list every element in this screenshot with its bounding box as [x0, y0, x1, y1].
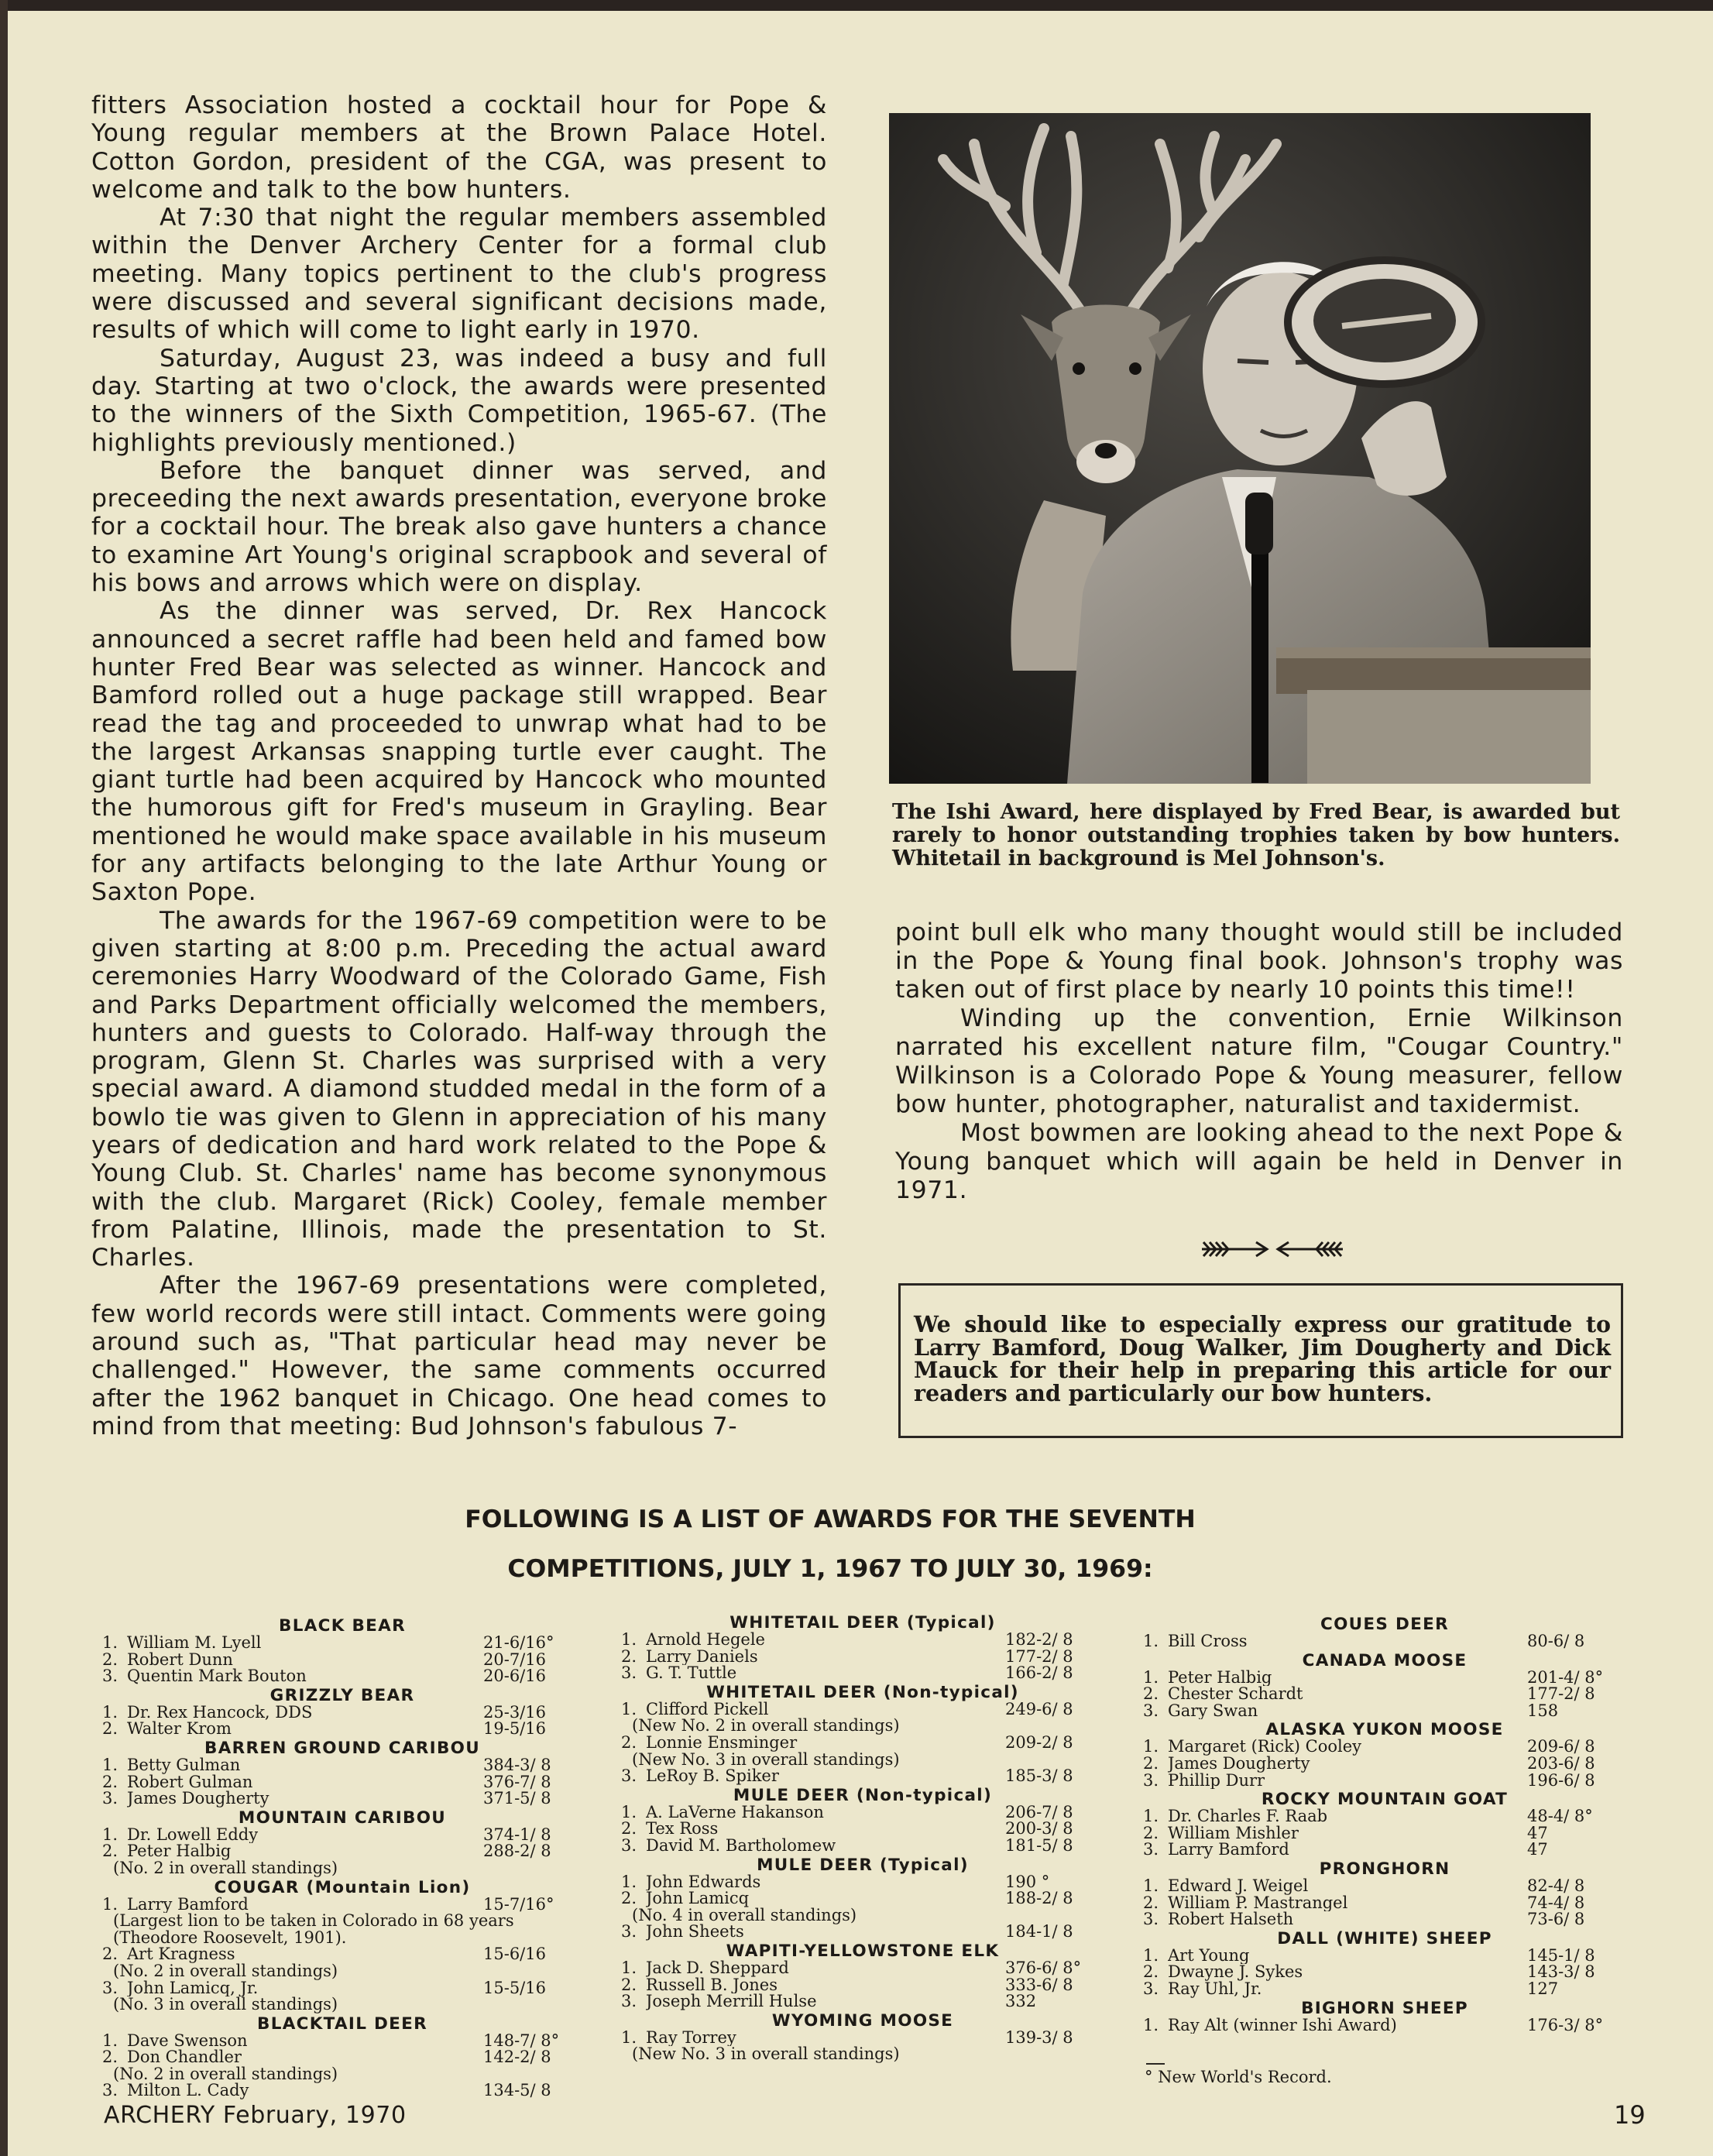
awards-column-3 — [1143, 1614, 1626, 2034]
award-rank: 1. — [102, 1894, 118, 1914]
article-right-column — [895, 918, 1623, 1205]
award-note: (New No. 2 in overall standings) — [632, 1716, 900, 1735]
award-entry — [621, 2027, 1104, 2047]
award-entry — [621, 1993, 1104, 2010]
award-entry — [621, 1701, 1104, 1718]
award-rank: 2. — [1143, 1684, 1159, 1704]
award-rank: 2. — [621, 1646, 637, 1666]
award-score: 19-5/16 — [483, 1719, 546, 1739]
award-rank: 3. — [1143, 1770, 1159, 1790]
award-hunter-name: Robert Gulman — [127, 1773, 253, 1791]
award-score: 158 — [1527, 1701, 1559, 1720]
award-rank: 1. — [621, 1630, 637, 1649]
award-entry — [621, 1821, 1104, 1838]
award-hunter-name: Jack D. Sheppard — [646, 1959, 789, 1977]
award-entry — [102, 1702, 582, 1722]
award-category-heading: BLACK BEAR — [279, 1616, 406, 1636]
award-score: 145-1/ 8 — [1527, 1945, 1595, 1965]
award-hunter-name: Quentin Mark Bouton — [127, 1668, 307, 1685]
award-rank: 3. — [1143, 1910, 1159, 1929]
award-category-heading: MULE DEER (Typical) — [757, 1855, 969, 1875]
page-left-edge — [0, 0, 8, 2156]
award-score: 203-6/ 8 — [1527, 1753, 1595, 1773]
award-hunter-name: Chester Schardt — [1168, 1686, 1303, 1703]
award-category-heading: MOUNTAIN CARIBOU — [238, 1808, 447, 1828]
award-entry — [1143, 1753, 1626, 1773]
award-note: (New No. 3 in overall standings) — [632, 1749, 900, 1769]
award-hunter-name: Ray Alt (winner Ishi Award) — [1168, 2017, 1397, 2034]
award-hunter-name: Gary Swan — [1168, 1702, 1258, 1720]
award-hunter-name: Dr. Lowell Eddy — [127, 1826, 259, 1844]
award-category-heading: WYOMING MOOSE — [771, 2010, 954, 2031]
award-rank: 3. — [1143, 1701, 1159, 1720]
award-rank: 1. — [1143, 1632, 1159, 1650]
award-note: (New No. 3 in overall standings) — [632, 2044, 900, 2064]
award-entry — [102, 1774, 582, 1791]
footnote-rule — [1146, 2063, 1165, 2065]
article-paragraph: fitters Association hosted a cocktail hour for Pope & Young regular members at the Brown Palace Hotel. Cotton Gordon, president of the CGA, was present to welcome and talk to the bow hunters. — [91, 91, 827, 204]
award-entry — [1143, 1703, 1626, 1720]
award-hunter-name: Tex Ross — [646, 1821, 719, 1838]
award-rank: 2. — [1143, 1893, 1159, 1912]
award-rank: 1. — [1143, 1807, 1159, 1826]
award-entry — [102, 1827, 582, 1844]
award-score: 184-1/ 8 — [1005, 1922, 1073, 1941]
award-rank: 1. — [1143, 1737, 1159, 1756]
award-hunter-name: Ray Uhl, Jr. — [1168, 1980, 1262, 1998]
award-rank: 2. — [102, 1719, 118, 1739]
award-category-heading: BIGHORN SHEEP — [1301, 1998, 1468, 2018]
arrow-ornament-icon — [1199, 1236, 1346, 1262]
award-entry — [1143, 1686, 1626, 1703]
award-rank: 2. — [102, 1772, 118, 1791]
award-rank: 3. — [1143, 1840, 1159, 1859]
award-score: 15-5/16 — [483, 1978, 546, 1997]
award-rank: 3. — [621, 1663, 637, 1683]
award-hunter-name: LeRoy B. Spiker — [646, 1768, 779, 1785]
award-score: 181-5/ 8 — [1005, 1835, 1073, 1855]
award-score: 15-6/16 — [483, 1945, 546, 1964]
award-rank: 1. — [1143, 1945, 1159, 1965]
award-hunter-name: Don Chandler — [127, 2049, 242, 2066]
award-entry — [1143, 1895, 1626, 1912]
award-entry — [1143, 1911, 1626, 1928]
award-entry — [1143, 1825, 1626, 1842]
award-score: 142-2/ 8 — [483, 2048, 551, 2067]
award-hunter-name: John Sheets — [646, 1924, 744, 1941]
award-hunter-name: Clifford Pickell — [646, 1701, 769, 1718]
award-entry — [1143, 1842, 1626, 1859]
award-score: 209-6/ 8 — [1527, 1737, 1595, 1756]
award-hunter-name: G. T. Tuttle — [646, 1665, 737, 1682]
award-score: 80-6/ 8 — [1527, 1632, 1585, 1650]
magazine-footer: ARCHERY February, 1970 — [104, 2102, 407, 2129]
award-rank: 3. — [621, 1766, 637, 1786]
award-rank: 2. — [621, 1889, 637, 1908]
award-hunter-name: David M. Bartholomew — [646, 1837, 836, 1855]
award-hunter-name: John Lamicq — [646, 1890, 750, 1907]
award-hunter-name: James Dougherty — [127, 1790, 269, 1808]
award-hunter-name: Dwayne J. Sykes — [1168, 1964, 1303, 1981]
award-hunter-name: Edward J. Weigel — [1168, 1877, 1309, 1895]
article-paragraph: Before the banquet dinner was served, and preceeding the next awards presentation, everyone broke for a cocktail hour. The break also gave hunters a chance to examine Art Young's original scrapbook and several of his bows and arrows which were on display. — [91, 456, 827, 598]
awards-column-2 — [621, 1612, 1104, 2063]
award-category-heading: GRIZZLY BEAR — [269, 1685, 415, 1705]
award-rank: 1. — [1143, 2015, 1159, 2034]
award-entry — [1143, 1739, 1626, 1756]
awards-heading-line2: COMPETITIONS, JULY 1, 1967 TO JULY 30, 1969: — [507, 1555, 1153, 1583]
award-rank: 2. — [102, 2048, 118, 2067]
award-hunter-name: John Lamicq, Jr. — [127, 1979, 259, 1997]
footnote: ° New World's Record. — [1145, 2068, 1332, 2086]
award-score: 143-3/ 8 — [1527, 1962, 1595, 1982]
award-category-heading: WHITETAIL DEER (Typical) — [729, 1613, 996, 1632]
award-score: 21-6/16° — [483, 1633, 554, 1652]
award-score: 188-2/ 8 — [1005, 1889, 1073, 1908]
award-rank: 1. — [102, 1825, 118, 1844]
award-category-heading: BARREN GROUND CARIBOU — [204, 1738, 480, 1758]
award-rank: 2. — [102, 1945, 118, 1964]
award-entry — [102, 1652, 582, 1669]
award-note: (No. 3 in overall standings) — [113, 1995, 338, 2014]
award-hunter-name: Ray Torrey — [646, 2029, 736, 2047]
award-entry — [621, 1924, 1104, 1941]
award-entry — [621, 1890, 1104, 1907]
award-entry — [621, 1960, 1104, 1977]
article-paragraph: Winding up the convention, Ernie Wilkinson narrated his excellent nature film, "Cougar Country." Wilkinson is a Colorado Pope & Young measurer, fellow bow hunter, photographer, naturalist and taxidermist. — [895, 1004, 1623, 1118]
award-hunter-name: John Edwards — [646, 1873, 761, 1891]
award-entry — [102, 1668, 582, 1685]
award-hunter-name: Larry Bamford — [1168, 1842, 1289, 1859]
article-paragraph: After the 1967-69 presentations were completed, few world records were still intact. Comments were going around such as, "That particular head may never be challenged." However, the same comments occurred after the 1962 banquet in Chicago. One head comes to mind from that meeting: Bud Johnson's fabulous 7- — [91, 1272, 827, 1440]
award-score: 209-2/ 8 — [1005, 1732, 1073, 1752]
fred-bear-photo — [889, 113, 1591, 784]
award-score: 376-6/ 8° — [1005, 1958, 1082, 1977]
award-hunter-name: Larry Daniels — [646, 1648, 758, 1666]
award-hunter-name: Art Young — [1168, 1947, 1250, 1965]
page-number: 19 — [1614, 2100, 1646, 2130]
award-entry — [102, 2049, 582, 2066]
award-note: (No. 2 in overall standings) — [113, 2064, 338, 2083]
award-note: (Largest lion to be taken in Colorado in 68 years (Theodore Roosevelt, 1901). — [113, 1911, 514, 1947]
award-rank: 1. — [102, 2031, 118, 2050]
award-entry — [621, 1732, 1104, 1752]
award-hunter-name: Peter Halbig — [127, 1843, 232, 1860]
award-rank: 2. — [621, 1975, 637, 1994]
award-score: 190 ° — [1005, 1872, 1050, 1891]
award-rank: 2. — [102, 1650, 118, 1669]
award-hunter-name: Joseph Merrill Hulse — [646, 1993, 817, 2010]
award-score: 200-3/ 8 — [1005, 1819, 1073, 1838]
award-rank: 1. — [621, 1872, 637, 1891]
award-entry — [102, 1894, 582, 1914]
award-rank: 1. — [621, 1699, 637, 1718]
award-hunter-name: Peter Halbig — [1168, 1669, 1272, 1687]
award-rank: 1. — [621, 1958, 637, 1977]
award-rank: 1. — [1143, 1876, 1159, 1895]
award-category-heading: CANADA MOOSE — [1302, 1650, 1468, 1670]
award-category-heading: ROCKY MOUNTAIN GOAT — [1261, 1790, 1509, 1810]
award-rank: 2. — [1143, 1753, 1159, 1773]
award-score: 20-6/16 — [483, 1667, 546, 1686]
award-score: 201-4/ 8° — [1527, 1667, 1604, 1687]
award-entry — [1143, 1667, 1626, 1687]
awards-column-1 — [102, 1615, 582, 2099]
award-entry — [102, 1757, 582, 1774]
award-entry — [1143, 1981, 1626, 1998]
award-score: 177-2/ 8 — [1527, 1684, 1595, 1704]
award-hunter-name: Bill Cross — [1168, 1633, 1248, 1650]
award-rank: 2. — [621, 1819, 637, 1838]
award-hunter-name: Robert Dunn — [127, 1651, 233, 1669]
article-paragraph: Most bowmen are looking ahead to the next Pope & Young banquet which will again be held in Denver in 1971. — [895, 1119, 1623, 1204]
award-score: 288-2/ 8 — [483, 1842, 551, 1861]
award-rank: 2. — [1143, 1962, 1159, 1982]
award-entry — [102, 2082, 582, 2099]
award-rank: 3. — [102, 1978, 118, 1997]
award-score: 384-3/ 8 — [483, 1755, 551, 1774]
award-entry — [102, 1635, 582, 1652]
award-score: 249-6/ 8 — [1005, 1699, 1073, 1718]
award-entry — [1143, 1633, 1626, 1650]
award-rank: 3. — [621, 1835, 637, 1855]
gratitude-note: We should like to especially express our gratitude to Larry Bamford, Doug Walker, Jim Dougherty and Dick Mauck for their help in preparing this article for our readers and particularly our bow hunters. — [914, 1311, 1611, 1406]
award-hunter-name: Margaret (Rick) Cooley — [1168, 1739, 1362, 1756]
award-entry — [621, 1804, 1104, 1821]
award-entry — [1143, 1945, 1626, 1965]
award-score: 176-3/ 8° — [1527, 2015, 1604, 2034]
award-score: 25-3/16 — [483, 1702, 546, 1722]
award-rank: 1. — [1143, 1667, 1159, 1687]
award-rank: 1. — [621, 1802, 637, 1821]
award-score: 206-7/ 8 — [1005, 1802, 1073, 1821]
award-entry — [102, 1721, 582, 1738]
page-top-edge — [0, 0, 1713, 11]
award-score: 376-7/ 8 — [483, 1772, 551, 1791]
award-score: 166-2/ 8 — [1005, 1663, 1073, 1683]
award-score: 47 — [1527, 1840, 1548, 1859]
award-entry — [102, 1980, 582, 1997]
article-paragraph: Saturday, August 23, was indeed a busy and full day. Starting at two o'clock, the awards were presented to the winners of the Sixth Competition, 1965-67. (The highlights previously mentioned.) — [91, 344, 827, 457]
award-rank: 1. — [102, 1633, 118, 1652]
award-entry — [621, 1632, 1104, 1649]
award-hunter-name: Betty Gulman — [127, 1756, 241, 1774]
article-paragraph: As the dinner was served, Dr. Rex Hancock announced a secret raffle had been held and famed bow hunter Fred Bear was selected as winner. Hancock and Bamford rolled out a huge package still wrapped. Bear read the tag and proceeded to unwrap what had to be the largest Arkansas snapping turtle ever caught. The giant turtle had been acquired by Hancock who mounted the humorous gift for Fred's museum in Grayling. Bear mentioned he would make space available in his museum for any artifacts belonging to the late Arthur Young or Saxton Pope. — [91, 597, 827, 907]
award-score: 196-6/ 8 — [1527, 1770, 1595, 1790]
award-score: 177-2/ 8 — [1005, 1646, 1073, 1666]
award-score: 332 — [1005, 1992, 1037, 2011]
award-entry — [102, 1843, 582, 1860]
award-score: 82-4/ 8 — [1527, 1876, 1585, 1895]
award-entry — [621, 1977, 1104, 1994]
award-entry — [102, 1946, 582, 1963]
award-rank: 3. — [621, 1992, 637, 2011]
award-entry — [621, 1835, 1104, 1855]
awards-heading-line1: FOLLOWING IS A LIST OF AWARDS FOR THE SEVENTH — [465, 1505, 1196, 1533]
award-entry — [102, 1790, 582, 1808]
award-entry — [621, 1874, 1104, 1891]
award-category-heading: COUGAR (Mountain Lion) — [214, 1877, 471, 1897]
article-paragraph: At 7:30 that night the regular members assembled within the Denver Archery Center for a formal club meeting. Many topics pertinent to the club's progress were discussed and several significant decisions made, results of which will come to light early in 1970. — [91, 204, 827, 345]
award-hunter-name: William Mishler — [1168, 1825, 1299, 1842]
award-entry — [1143, 1878, 1626, 1895]
award-score: 182-2/ 8 — [1005, 1630, 1073, 1649]
award-category-heading: MULE DEER (Non-typical) — [733, 1785, 993, 1805]
award-category-heading: DALL (WHITE) SHEEP — [1277, 1928, 1492, 1948]
award-hunter-name: A. LaVerne Hakanson — [646, 1804, 824, 1821]
award-note: (No. 4 in overall standings) — [632, 1905, 857, 1924]
award-entry — [1143, 1964, 1626, 1981]
award-hunter-name: Dave Swenson — [127, 2032, 248, 2050]
award-entry — [621, 1768, 1104, 1785]
article-left-column — [91, 91, 827, 1440]
award-score: 73-6/ 8 — [1527, 1910, 1585, 1929]
article-paragraph: point bull elk who many thought would still be included in the Pope & Young final book. Johnson's trophy was taken out of first place by nearly 10 points this time!! — [895, 918, 1623, 1004]
award-hunter-name: Arnold Hegele — [646, 1632, 765, 1649]
award-entry — [1143, 2017, 1626, 2034]
award-rank: 3. — [621, 1922, 637, 1941]
article-paragraph: The awards for the 1967-69 competition were to be given starting at 8:00 p.m. Preceding the actual award ceremonies Harry Woodward of the Colorado Game, Fish and Parks Department officially welcomed the members, hunters and guests to Colorado. Half-way through the program, Glenn St. Charles was surprised with a very special award. A diamond studded medal in the form of a bowlo tie was given to Glenn in appreciation of his many years of dedication and hard work related to the Pope & Young Club. St. Charles' name has become synonymous with the club. Margaret (Rick) Cooley, female member from Palatine, Illinois, made the presentation to St. Charles. — [91, 906, 827, 1272]
award-hunter-name: Milton L. Cady — [127, 2082, 249, 2100]
award-rank: 2. — [102, 1842, 118, 1861]
award-rank: 1. — [102, 1755, 118, 1774]
award-score: 374-1/ 8 — [483, 1825, 551, 1844]
award-score: 134-5/ 8 — [483, 2081, 551, 2100]
award-hunter-name: Walter Krom — [127, 1721, 232, 1738]
award-category-heading: ALASKA YUKON MOOSE — [1265, 1720, 1504, 1740]
award-note: (No. 2 in overall standings) — [113, 1858, 338, 1877]
award-hunter-name: Art Kragness — [127, 1946, 235, 1963]
award-entry — [621, 1665, 1104, 1682]
award-entry — [1143, 1808, 1626, 1825]
award-hunter-name: William P. Mastrangel — [1168, 1894, 1348, 1912]
award-score: 15-7/16° — [483, 1894, 554, 1914]
award-entry — [102, 2033, 582, 2050]
award-hunter-name: Phillip Durr — [1168, 1772, 1265, 1790]
award-rank: 3. — [102, 1667, 118, 1686]
award-score: 127 — [1527, 1979, 1559, 1998]
award-hunter-name: James Dougherty — [1168, 1755, 1310, 1773]
award-rank: 1. — [102, 1702, 118, 1722]
award-score: 20-7/16 — [483, 1650, 546, 1669]
award-score: 47 — [1527, 1823, 1548, 1842]
award-hunter-name: Lonnie Ensminger — [646, 1734, 798, 1752]
award-rank: 3. — [102, 1789, 118, 1808]
award-rank: 1. — [621, 2027, 637, 2047]
award-score: 48-4/ 8° — [1527, 1807, 1593, 1826]
photo-caption: The Ishi Award, here displayed by Fred Bear, is awarded but rarely to honor outstanding trophies taken by bow hunters. Whitetail in background is Mel Johnson's. — [892, 800, 1620, 870]
award-score: 148-7/ 8° — [483, 2031, 560, 2050]
award-category-heading: WAPITI-YELLOWSTONE ELK — [726, 1941, 1000, 1961]
award-category-heading: COUES DEER — [1320, 1615, 1449, 1634]
award-note: (No. 2 in overall standings) — [113, 1961, 338, 1980]
award-entry — [621, 1646, 1104, 1666]
award-hunter-name: William M. Lyell — [127, 1635, 262, 1652]
award-hunter-name: Larry Bamford — [127, 1896, 249, 1914]
award-category-heading: PRONGHORN — [1319, 1859, 1450, 1879]
award-entry — [1143, 1770, 1626, 1790]
award-rank: 3. — [102, 2081, 118, 2100]
award-category-heading: BLACKTAIL DEER — [257, 2014, 427, 2034]
award-hunter-name: Russell B. Jones — [646, 1976, 778, 1994]
award-score: 74-4/ 8 — [1527, 1893, 1585, 1912]
award-score: 185-3/ 8 — [1005, 1766, 1073, 1786]
award-rank: 2. — [1143, 1823, 1159, 1842]
award-category-heading: WHITETAIL DEER (Non-typical) — [706, 1682, 1019, 1702]
award-rank: 2. — [621, 1732, 637, 1752]
award-score: 139-3/ 8 — [1005, 2027, 1073, 2047]
award-rank: 3. — [1143, 1979, 1159, 1998]
award-score: 333-6/ 8 — [1005, 1975, 1073, 1994]
award-hunter-name: Dr. Rex Hancock, DDS — [127, 1704, 313, 1722]
award-hunter-name: Robert Halseth — [1168, 1911, 1294, 1928]
award-score: 371-5/ 8 — [483, 1789, 551, 1808]
award-hunter-name: Dr. Charles F. Raab — [1168, 1808, 1328, 1825]
